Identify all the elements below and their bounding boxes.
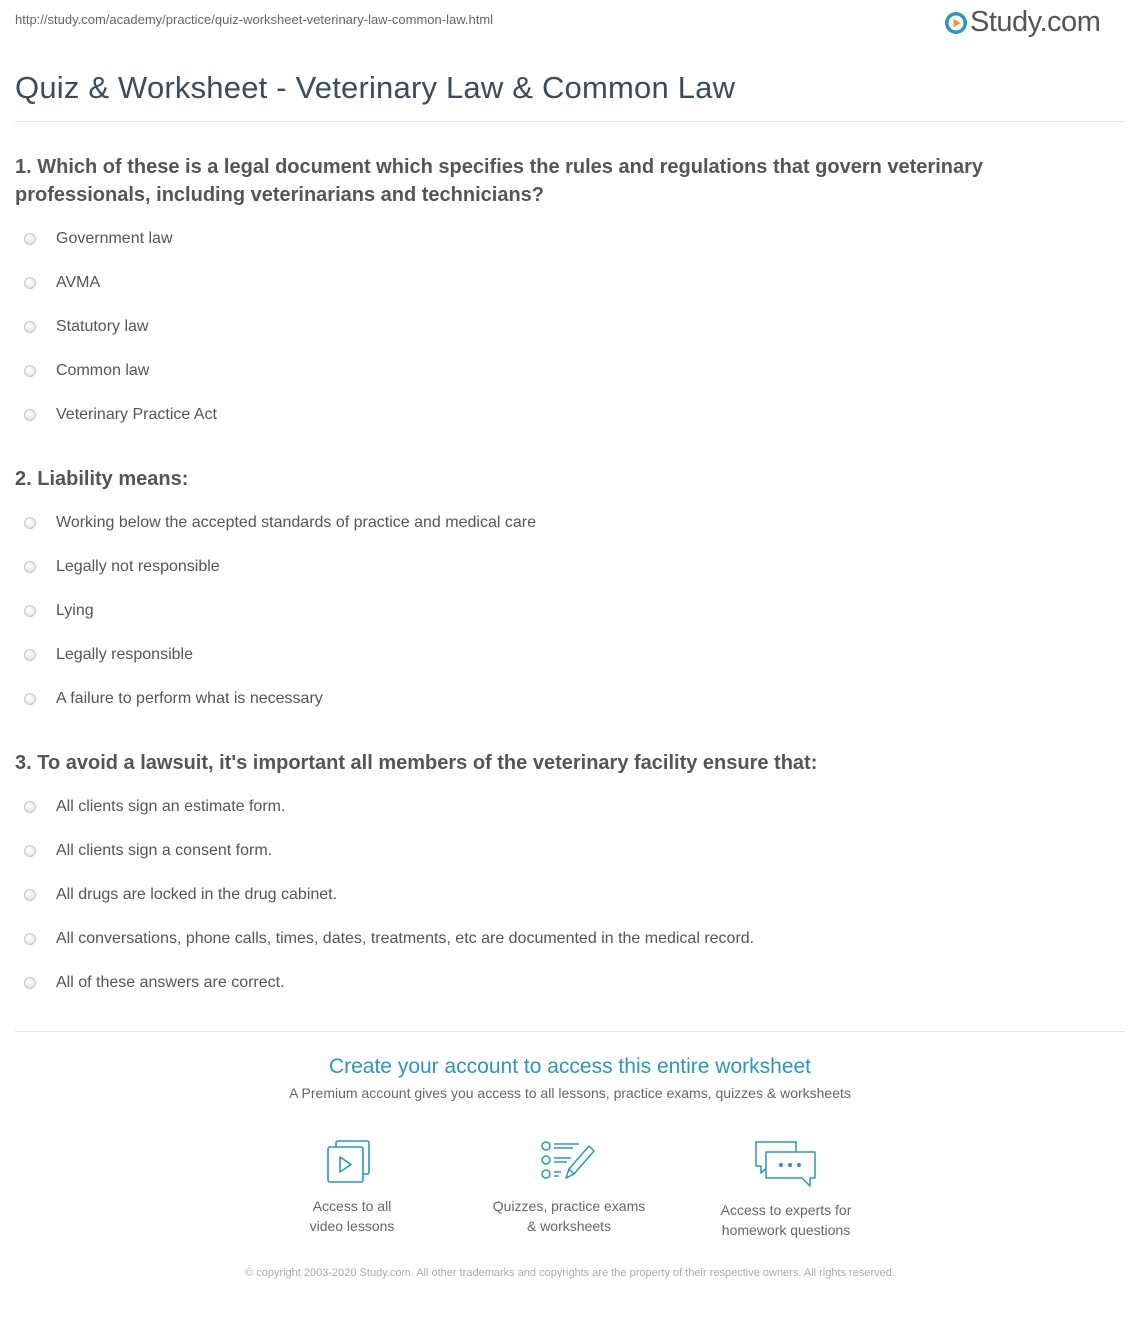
feature-quizzes — [469, 1138, 669, 1236]
feature-label-line: Quizzes, practice exams — [492, 1198, 646, 1214]
radio-button-icon[interactable] — [24, 845, 36, 857]
cta-subtext: A Premium account gives you access to all lessons, practice exams, quizzes & worksheets — [289, 1085, 851, 1101]
radio-button-icon[interactable] — [24, 233, 36, 245]
feature-label — [252, 1196, 452, 1236]
copyright-text: © copyright 2003-2020 Study.com. All other trademarks and copyrights are the property of their respective owners. All rights reserved. — [245, 1267, 895, 1279]
radio-button-icon[interactable] — [24, 977, 36, 989]
page-title: Quiz & Worksheet - Veterinary Law & Common Law — [15, 70, 736, 105]
answer-option[interactable] — [15, 633, 1115, 677]
answer-option[interactable] — [15, 873, 1115, 917]
answer-label: Common law — [56, 362, 150, 379]
chat-bubbles-icon — [753, 1138, 819, 1190]
radio-button-icon[interactable] — [24, 561, 36, 573]
answer-option[interactable] — [15, 961, 1115, 1005]
question-2 — [15, 465, 1115, 721]
study-logo[interactable] — [944, 6, 1100, 39]
radio-button-icon[interactable] — [24, 365, 36, 377]
answer-label: All of these answers are correct. — [56, 974, 285, 991]
answer-option[interactable] — [15, 261, 1115, 305]
feature-label-line: Access to all — [312, 1198, 392, 1214]
cta-divider — [15, 1031, 1125, 1032]
question-1 — [15, 153, 1115, 437]
feature-label — [686, 1200, 886, 1240]
answer-option[interactable] — [15, 677, 1115, 721]
answer-option[interactable] — [15, 393, 1115, 437]
answer-option[interactable] — [15, 217, 1115, 261]
answer-options — [15, 501, 1115, 721]
answer-option[interactable] — [15, 305, 1115, 349]
page-url: http://study.com/academy/practice/quiz-worksheet-veterinary-law-common-law.html — [15, 12, 494, 27]
feature-video-lessons — [252, 1138, 452, 1236]
logo-text: Study.com — [970, 6, 1101, 38]
answer-options — [15, 217, 1115, 437]
radio-button-icon[interactable] — [24, 801, 36, 813]
radio-button-icon[interactable] — [24, 409, 36, 421]
play-logo-icon — [944, 11, 968, 35]
feature-label-line: video lessons — [309, 1218, 395, 1234]
signup-cta — [0, 1055, 1140, 1101]
answer-label: Lying — [56, 602, 94, 619]
cta-headline-link[interactable]: Create your account to access this entire worksheet — [328, 1055, 812, 1078]
answer-options — [15, 785, 1115, 1005]
title-divider — [15, 121, 1125, 122]
answer-label: A failure to perform what is necessary — [56, 690, 323, 707]
radio-button-icon[interactable] — [24, 517, 36, 529]
answer-label: Legally not responsible — [56, 558, 220, 575]
feature-label-line: & worksheets — [526, 1218, 612, 1234]
answer-label: Legally responsible — [56, 646, 193, 663]
answer-label: Statutory law — [56, 318, 149, 335]
answer-option[interactable] — [15, 545, 1115, 589]
feature-experts — [686, 1138, 886, 1240]
question-text: 2. Liability means: — [15, 468, 189, 490]
radio-button-icon[interactable] — [24, 889, 36, 901]
answer-option[interactable] — [15, 589, 1115, 633]
feature-label-line: Access to experts for — [720, 1202, 852, 1218]
answer-label: All clients sign a consent form. — [56, 842, 273, 859]
radio-button-icon[interactable] — [24, 605, 36, 617]
answer-label: All conversations, phone calls, times, dates, treatments, etc are documented in the medical record. — [56, 930, 755, 947]
question-3 — [15, 749, 1115, 1005]
feature-label-line: homework questions — [721, 1222, 851, 1238]
answer-option[interactable] — [15, 917, 1115, 961]
answer-label: AVMA — [56, 274, 101, 291]
answer-label: Veterinary Practice Act — [56, 406, 217, 423]
answer-option[interactable] — [15, 349, 1115, 393]
radio-button-icon[interactable] — [24, 321, 36, 333]
answer-label: Government law — [56, 230, 173, 247]
feature-label — [469, 1196, 669, 1236]
video-lessons-icon — [322, 1138, 382, 1186]
answer-option[interactable] — [15, 829, 1115, 873]
quiz-checklist-icon — [539, 1138, 599, 1186]
answer-option[interactable] — [15, 501, 1115, 545]
radio-button-icon[interactable] — [24, 933, 36, 945]
feature-list — [0, 1138, 1140, 1248]
radio-button-icon[interactable] — [24, 649, 36, 661]
radio-button-icon[interactable] — [24, 277, 36, 289]
answer-label: Working below the accepted standards of practice and medical care — [56, 514, 536, 531]
radio-button-icon[interactable] — [24, 693, 36, 705]
question-text: 3. To avoid a lawsuit, it's important all members of the veterinary facility ensure that: — [15, 752, 818, 774]
answer-label: All clients sign an estimate form. — [56, 798, 286, 815]
answer-label: All drugs are locked in the drug cabinet. — [56, 886, 338, 903]
answer-option[interactable] — [15, 785, 1115, 829]
question-text: 1. Which of these is a legal document which specifies the rules and regulations that govern veterinary professionals, including veterinarians and technicians? — [15, 156, 984, 206]
